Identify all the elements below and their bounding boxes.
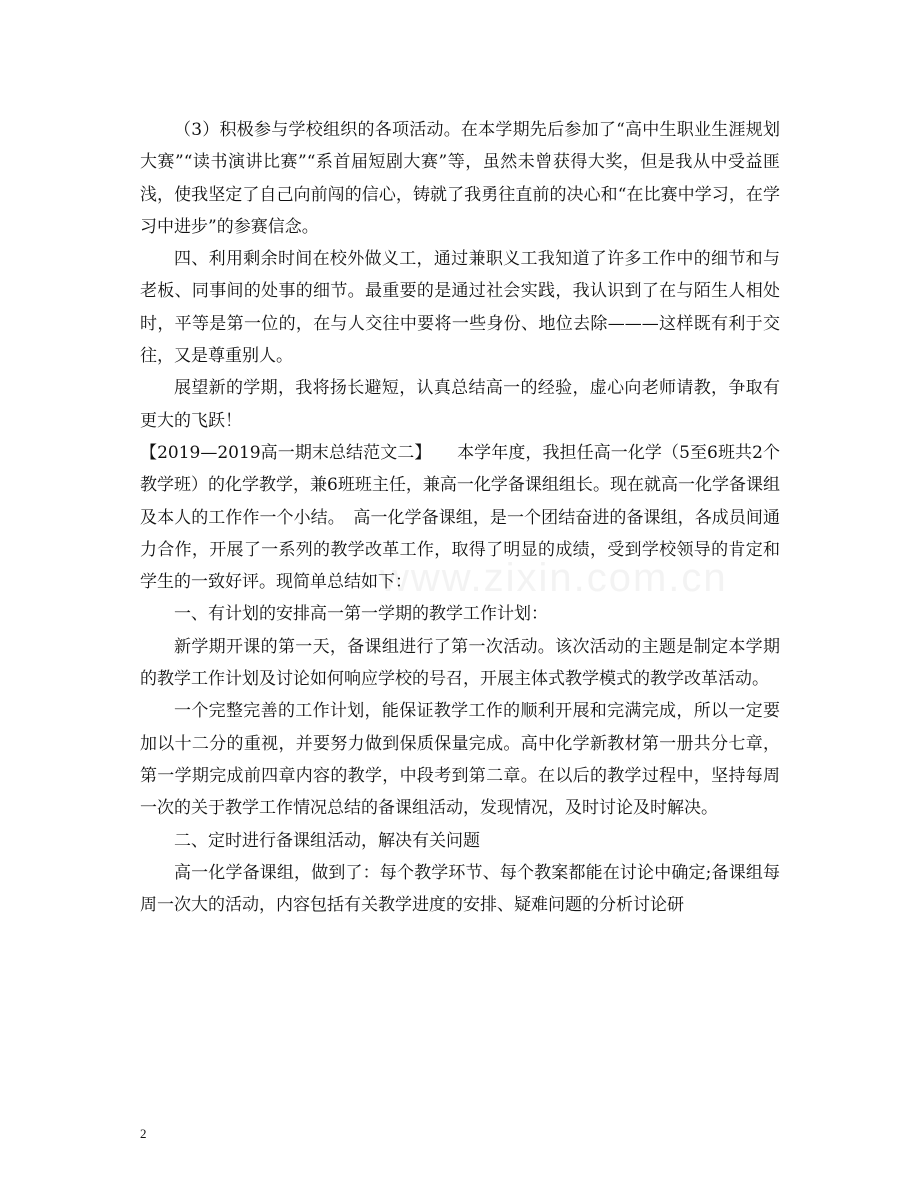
paragraph-volunteer: 四、利用剩余时间在校外做义工，通过兼职义工我知道了许多工作中的细节和与老板、同事间的处事的细节。最重要的是通过社会实践，我认识到了在与陌生人相处时，平等是第一位的，在与人交往中要将一些身份、地位去除———这样既有利于交往，又是尊重别人。 (140, 249, 780, 367)
watermark: www.zixin.com.cn (380, 556, 728, 600)
document-body (140, 114, 780, 921)
paragraph-lesson-group: 高一化学备课组，做到了：每个教学环节、每个教案都能在讨论中确定;备课组每周一次大的活动，内容包括有关教学进度的安排、疑难问题的分析讨论研 (140, 862, 780, 916)
paragraph-sample-two: 【2019—2019高一期末总结范文二】 本学年度，我担任高一化学（5至6班共2个教学班）的化学教学，兼6班班主任，兼高一化学备课组组长。现在就高一化学备课组及本人的工作作一个小结。 高一化学备课组，是一个团结奋进的备课组，各成员间通力合作，开展了一系列的教学改革工作，取得了明显的成绩，受到学校领导的肯定和学生的一致好评。现简单总结如下： (140, 442, 780, 593)
paragraph-first-activity: 新学期开课的第一天，备课组进行了第一次活动。该次活动的主题是制定本学期的教学工作计划及讨论如何响应学校的号召，开展主体式教学模式的教学改革活动。 (140, 636, 780, 690)
page-number: 2 (140, 1126, 147, 1141)
paragraph-section-two-heading: 二、定时进行备课组活动，解决有关问题 (174, 830, 480, 851)
paragraph-activities: （3）积极参与学校组织的各项活动。在本学期先后参加了“高中生职业生涯规划大赛”“读书演讲比赛”“系首届短剧大赛”等，虽然未曾获得大奖，但是我从中受益匪浅，使我坚定了自己向前闯的信心，铸就了我勇往直前的决心和“在比赛中学习，在学习中进步”的参赛信念。 (140, 120, 780, 237)
paragraph-outlook: 展望新的学期，我将扬长避短，认真总结高一的经验，虚心向老师请教，争取有更大的飞跃！ (140, 378, 780, 431)
paragraph-work-plan: 一个完整完善的工作计划，能保证教学工作的顺利开展和完满完成，所以一定要加以十二分的重视，并要努力做到保质保量完成。高中化学新教材第一册共分七章，第一学期完成前四章内容的教学，中段考到第二章。在以后的教学过程中，坚持每周一次的关于教学工作情况总结的备课组活动，发现情况，及时讨论及时解决。 (140, 701, 780, 819)
paragraph-section-one-heading: 一、有计划的安排高一第一学期的教学工作计划： (174, 604, 548, 625)
